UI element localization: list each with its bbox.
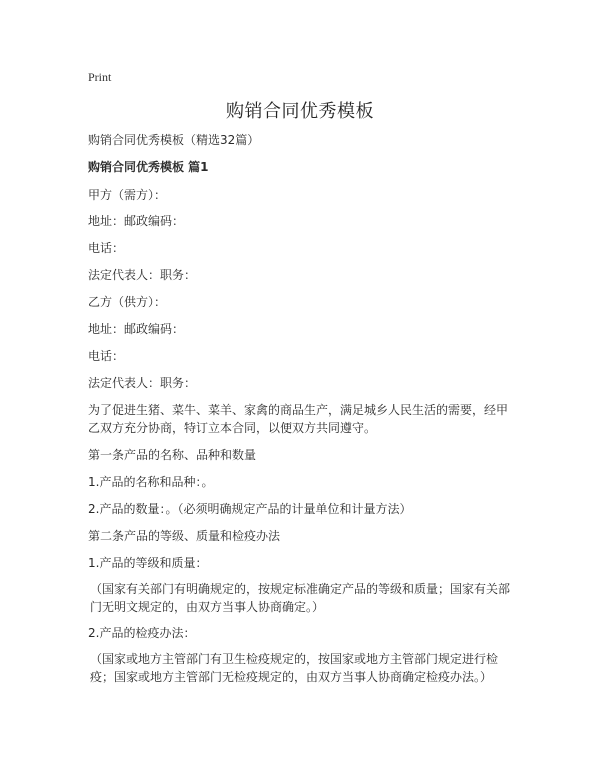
article-1-title: 第一条产品的名称、品种和数量 bbox=[88, 448, 257, 462]
party-a-phone: 电话： bbox=[88, 241, 125, 255]
article-2-item-2-note: （国家或地方主管部门有卫生检疫规定的，按国家或地方主管部门规定进行检疫；国家或地方主管部门无检疫规定的，由双方当事人协商确定检疫办法。） bbox=[90, 652, 499, 684]
document-subtitle: 购销合同优秀模板（精选32篇） bbox=[88, 133, 260, 147]
document-title: 购销合同优秀模板 bbox=[226, 101, 374, 122]
party-a-label: 甲方（需方）： bbox=[88, 188, 167, 202]
article-2-title: 第二条产品的等级、质量和检疫办法 bbox=[88, 529, 281, 543]
article-2-item-1-note: （国家有关部门有明确规定的，按规定标准确定产品的等级和质量；国家有关部门无明文规定的，由双方当事人协商确定。） bbox=[90, 582, 511, 614]
intro-paragraph: 为了促进生猪、菜牛、菜羊、家禽的商品生产，满足城乡人民生活的需要，经甲乙双方充分协商，特订立本合同，以便双方共同遵守。 bbox=[88, 403, 509, 435]
article-1-item-2: 2.产品的数量：。（必须明确规定产品的计量单位和计量方法） bbox=[88, 502, 412, 516]
party-b-representative: 法定代表人：职务： bbox=[88, 376, 197, 390]
article-1-item-1: 1.产品的名称和品种：。 bbox=[88, 475, 214, 489]
party-a-representative: 法定代表人：职务： bbox=[88, 268, 197, 282]
party-b-phone: 电话： bbox=[88, 349, 125, 363]
print-label: Print bbox=[88, 70, 112, 84]
article-2-item-1: 1.产品的等级和质量： bbox=[88, 556, 208, 570]
party-a-address: 地址：邮政编码： bbox=[88, 214, 185, 228]
party-b-address: 地址：邮政编码： bbox=[88, 322, 185, 336]
section-heading: 购销合同优秀模板 篇1 bbox=[88, 160, 209, 174]
party-b-label: 乙方（供方）： bbox=[88, 295, 167, 309]
article-2-item-2: 2.产品的检疫办法： bbox=[88, 626, 196, 640]
